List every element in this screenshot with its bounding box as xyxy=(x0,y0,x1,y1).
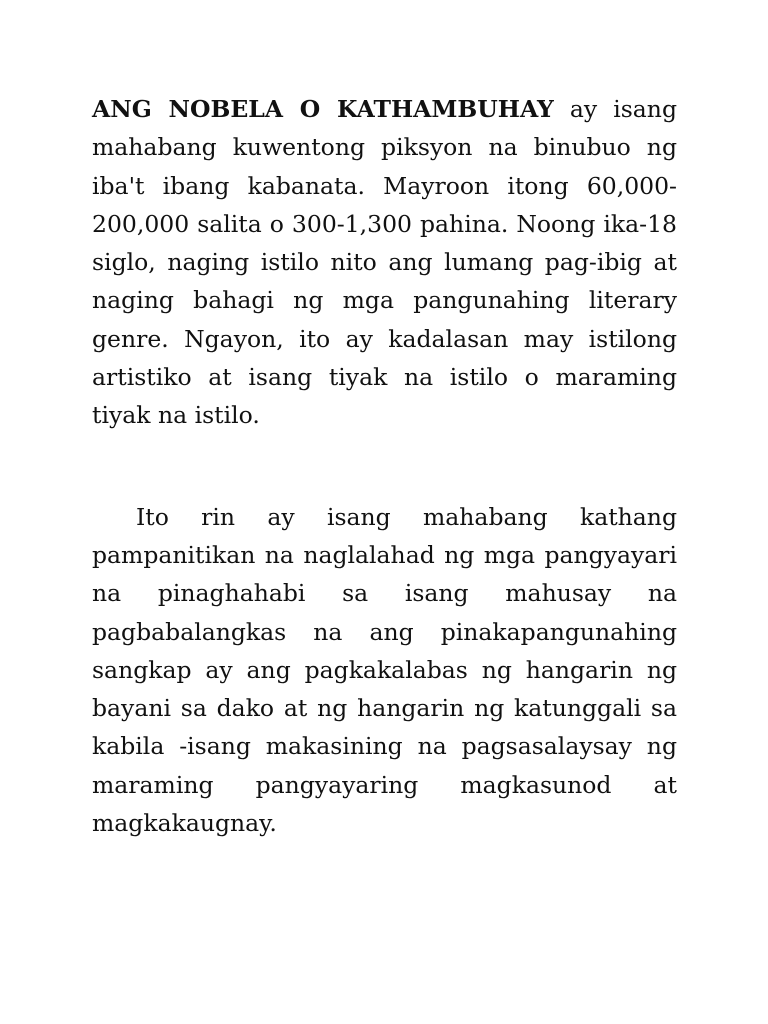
document-body xyxy=(92,90,677,842)
paragraph-intro xyxy=(92,90,677,435)
paragraph-title: ANG NOBELA O KATHAMBUHAY xyxy=(92,95,554,123)
paragraph-definition: Ito rin ay isang mahabang kathang pampanitikan na naglalahad ng mga pangyayari na pinaghahabi sa isang mahusay na pagbabalangkas na ang pinakapangunahing sangkap ay ang pagkakalabas ng hangarin ng bayani sa dako at ng hangarin ng katunggali sa kabila -isang makasining na pagsasalaysay ng maraming pangyayaring magkasunod at magkakaugnay. xyxy=(92,502,677,838)
paragraph-intro-text: ay isang mahabang kuwentong piksyon na binubuo ng iba't ibang kabanata. Mayroon itong 60,000-200,000 salita o 300-1,300 pahina. Noong ika-18 siglo, naging istilo nito ang lumang pag-ibig at naging bahagi ng mga pangunahing literary genre. Ngayon, ito ay kadalasan may istilong artistiko at isang tiyak na istilo o maraming tiyak na istilo. xyxy=(92,95,677,430)
